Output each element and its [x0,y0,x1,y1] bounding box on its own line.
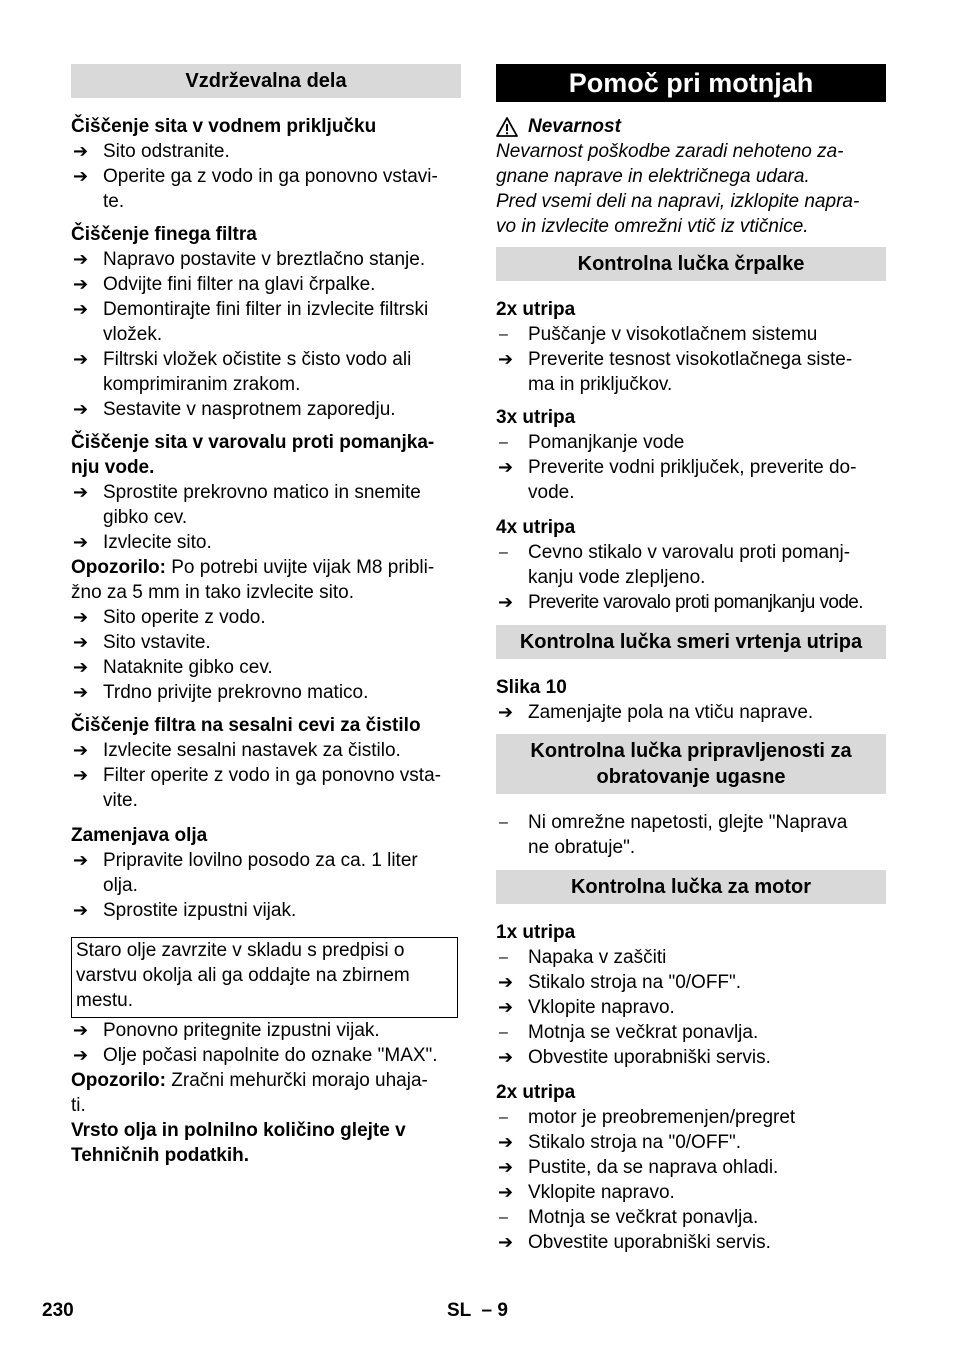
list-item: ➔ Filter operite z vodo in ga ponovno vsta- vite. [73,765,441,811]
arrow-icon: ➔ [73,740,89,760]
list-item: – Puščanje v visokotlačnem sistemu [499,324,818,345]
list-item: – Motnja se večkrat ponavlja. [499,1207,759,1228]
list-item: – Pomanjkanje vode [499,432,685,453]
arrow-icon: ➔ [73,850,89,870]
list-item: ➔ Izvlecite sito. [73,532,212,553]
list-item: ➔ Vklopite napravo. [498,1182,675,1203]
section-header-rotation-lamp: Kontrolna lučka smeri vrtenja utripa [496,625,886,659]
dash-icon: – [499,326,508,343]
arrow-icon: ➔ [73,1045,89,1065]
section-header-maintenance: Vzdrževalna dela [71,64,461,98]
section-header-ready-lamp: Kontrolna lučka pripravljenosti za obratovanje ugasne [496,734,886,794]
section-header-pump-lamp: Kontrolna lučka črpalke [496,247,886,281]
dash-icon: – [499,1109,508,1126]
list-item: ➔ Izvlecite sesalni nastavek za čistilo. [73,740,401,761]
list-item: ➔ Sprostite izpustni vijak. [73,900,297,921]
arrow-icon: ➔ [498,972,514,992]
subsection-title: 3x utripa [496,407,576,428]
arrow-icon: ➔ [498,592,513,612]
right-column [496,64,886,1255]
dash-icon: – [499,434,508,451]
list-item: ➔ Olje počasi napolnite do oznake "MAX". [73,1045,438,1066]
page-number: 230 [42,1300,74,1321]
arrow-icon: ➔ [73,900,89,920]
subsection-title: 2x utripa [496,299,576,320]
list-item: ➔ Sito operite z vodo. [73,607,266,628]
subsection-title: Čiščenje filtra na sesalni cevi za čistilo [71,715,421,736]
list-item: ➔ Sprostite prekrovno matico in snemite gibko cev. [73,482,421,528]
list-item: – Napaka v zaščiti [499,947,667,968]
subsection-title: 4x utripa [496,517,576,538]
final-note: Vrsto olja in polnilno količino glejte v Tehničnih podatkih. [71,1120,406,1166]
arrow-icon: ➔ [73,657,89,677]
note-paragraph: Opozorilo: Po potrebi uvijte vijak M8 pribli- žno za 5 mm in tako izvlecite sito. [71,557,435,603]
arrow-icon: ➔ [73,765,89,785]
arrow-icon: ➔ [498,1047,514,1067]
list-item: ➔ Vklopite napravo. [498,997,675,1018]
subsection-title: Čiščenje sita v varovalu proti pomanjka- nju vode. [71,432,435,478]
arrow-icon: ➔ [498,349,514,369]
warning-triangle-icon [496,117,518,137]
danger-heading: Nevarnost [496,114,886,139]
dash-icon: – [499,814,508,831]
section-header-motor-lamp: Kontrolna lučka za motor [496,870,886,904]
arrow-icon: ➔ [73,141,89,161]
list-item: ➔ Demontirajte fini filter in izvlecite filtrski vložek. [73,299,429,345]
list-item: ➔ Obvestite uporabniški servis. [498,1047,771,1068]
dash-icon: – [499,949,508,966]
list-item: – Motnja se večkrat ponavlja. [499,1022,759,1043]
arrow-icon: ➔ [498,702,514,722]
arrow-icon: ➔ [73,1020,89,1040]
list-item: – Ni omrežne napetosti, glejte "Naprava ne obratuje". [499,812,848,858]
arrow-icon: ➔ [73,166,89,186]
list-item: ➔ Preverite tesnost visokotlačnega siste- ma in priključkov. [498,349,853,395]
arrow-icon: ➔ [73,482,89,502]
list-item: ➔ Stikalo stroja na "0/OFF". [498,972,742,993]
list-item: ➔ Nataknite gibko cev. [73,657,273,678]
list-item: ➔ Pripravite lovilno posodo za ca. 1 liter olja. [73,850,418,896]
dash-icon: – [499,1209,508,1226]
left-column [71,64,461,1168]
list-item: ➔ Stikalo stroja na "0/OFF". [498,1132,742,1153]
dash-icon: – [499,1024,508,1041]
list-item: ➔ Trdno privijte prekrovno matico. [73,682,369,703]
note-paragraph: Opozorilo: Zračni mehurčki morajo uhaja- ti. [71,1070,428,1116]
subsection-title: Slika 10 [496,677,567,698]
subsection-title: Zamenjava olja [71,825,208,846]
list-item: ➔ Ponovno pritegnite izpustni vijak. [73,1020,380,1041]
language-page-label: SL – 9 [447,1300,508,1321]
list-item: ➔ Sestavite v nasprotnem zaporedju. [73,399,396,420]
environment-note-box: Staro olje zavrzite v skladu s predpisi o varstvu okolja ali ga oddajte na zbirnem mestu. [71,937,458,1018]
list-item: ➔ Operite ga z vodo in ga ponovno vstavi- te. [73,166,438,212]
arrow-icon: ➔ [498,457,514,477]
list-item: ➔ Sito odstranite. [73,141,230,162]
list-item: ➔ Obvestite uporabniški servis. [498,1232,771,1253]
dash-icon: – [499,544,508,561]
subsection-title: 2x utripa [496,1082,576,1103]
danger-text: Nevarnost poškodbe zaradi nehoteno za- gnane naprave in električnega udara. Pred vsemi deli na napravi, izklopite napra- vo in izvlecite omrežni vtič iz vtičnice. [496,141,860,237]
list-item: ➔ Napravo postavite v breztlačno stanje. [73,249,426,270]
arrow-icon: ➔ [73,274,89,294]
arrow-icon: ➔ [73,532,89,552]
list-item: ➔ Sito vstavite. [73,632,211,653]
list-item: – motor je preobremenjen/pregret [499,1107,796,1128]
list-item: – Cevno stikalo v varovalu proti pomanj- kanju vode zlepljeno. [499,542,851,588]
arrow-icon: ➔ [73,632,89,652]
subsection-title: Čiščenje finega filtra [71,224,257,245]
arrow-icon: ➔ [73,299,89,319]
subsection-title: Čiščenje sita v vodnem priključku [71,116,377,137]
arrow-icon: ➔ [73,399,89,419]
list-item: ➔ Zamenjajte pola na vtiču naprave. [498,702,814,723]
list-item: ➔ Pustite, da se naprava ohladi. [498,1157,779,1178]
list-item: ➔ Odvijte fini filter na glavi črpalke. [73,274,376,295]
arrow-icon: ➔ [498,1132,514,1152]
arrow-icon: ➔ [73,249,89,269]
list-item: ➔ Filtrski vložek očistite s čisto vodo ali komprimiranim zrakom. [73,349,412,395]
list-item: ➔ Preverite vodni priključek, preverite do- vode. [498,457,857,503]
subsection-title: 1x utripa [496,922,576,943]
arrow-icon: ➔ [498,1182,514,1202]
arrow-icon: ➔ [498,1232,514,1252]
arrow-icon: ➔ [73,682,89,702]
arrow-icon: ➔ [73,607,89,627]
arrow-icon: ➔ [498,997,514,1017]
arrow-icon: ➔ [73,349,89,369]
arrow-icon: ➔ [498,1157,514,1177]
page-title: Pomoč pri motnjah [496,64,886,102]
list-item: ➔ Preverite varovalo proti pomanjkanju vode. [498,592,863,613]
